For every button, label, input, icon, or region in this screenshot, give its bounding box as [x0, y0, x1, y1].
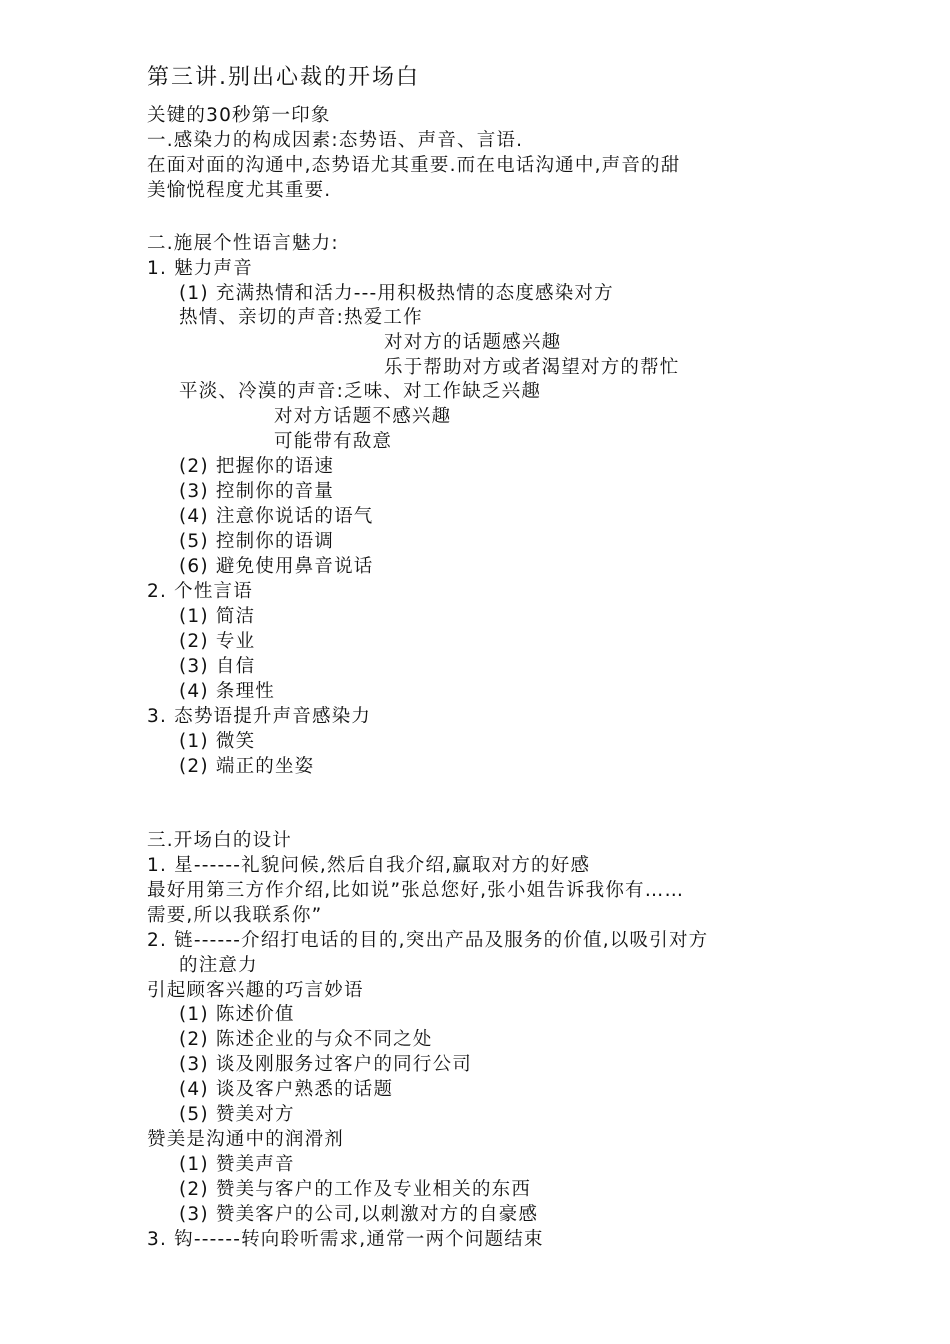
- list-subitem: (1) 陈述价值: [179, 1004, 295, 1025]
- list-subitem: (3) 自信: [179, 656, 256, 677]
- list-note: 最好用第三方作介绍,比如说”张总您好,张小姐告诉我你有……: [147, 880, 685, 901]
- section1-paragraph-line: 在面对面的沟通中,态势语尤其重要.而在电话沟通中,声音的甜: [147, 155, 681, 176]
- list-item: 3. 钩------转向聆听需求,通常一两个问题结束: [147, 1229, 544, 1250]
- list-subitem: (1) 微笑: [179, 731, 256, 752]
- list-subitem: (3) 控制你的音量: [179, 481, 335, 502]
- list-subitem: (4) 注意你说话的语气: [179, 506, 374, 527]
- subheading: 赞美是沟通中的润滑剂: [147, 1129, 345, 1150]
- list-item: 1. 星------礼貌问候,然后自我介绍,赢取对方的好感: [147, 855, 591, 876]
- list-subitem: (2) 端正的坐姿: [179, 756, 315, 777]
- list-item: 2. 链------介绍打电话的目的,突出产品及服务的价值,以吸引对方: [147, 930, 709, 951]
- list-subitem: (4) 条理性: [179, 681, 275, 702]
- list-item-continuation: 的注意力: [179, 955, 258, 976]
- list-subitem: (6) 避免使用鼻音说话: [179, 556, 374, 577]
- list-subitem: (2) 把握你的语速: [179, 456, 335, 477]
- document-title: 第三讲.别出心裁的开场白: [147, 65, 420, 90]
- list-item: 3. 态势语提升声音感染力: [147, 706, 372, 727]
- list-subitem: (4) 谈及客户熟悉的话题: [179, 1079, 394, 1100]
- list-subitem: (1) 赞美声音: [179, 1154, 295, 1175]
- section2-heading: 二.施展个性语言魅力:: [147, 233, 339, 254]
- list-item: 2. 个性言语: [147, 581, 253, 602]
- list-detail: 对对方话题不感兴趣: [274, 406, 452, 427]
- list-subitem: (2) 赞美与客户的工作及专业相关的东西: [179, 1179, 532, 1200]
- list-subitem: (5) 控制你的语调: [179, 531, 335, 552]
- section3-heading: 三.开场白的设计: [147, 830, 292, 851]
- list-detail: 热情、亲切的声音:热爱工作: [179, 307, 423, 328]
- list-subitem: (3) 赞美客户的公司,以刺激对方的自豪感: [179, 1204, 539, 1225]
- list-subitem: (1) 简洁: [179, 606, 256, 627]
- document-subtitle: 关键的30秒第一印象: [147, 105, 331, 126]
- list-subitem: (1) 充满热情和活力---用积极热情的态度感染对方: [179, 283, 614, 304]
- section1-heading: 一.感染力的构成因素:态势语、声音、言语.: [147, 130, 524, 151]
- list-subitem: (2) 陈述企业的与众不同之处: [179, 1029, 433, 1050]
- list-note: 需要,所以我联系你”: [147, 905, 323, 926]
- list-detail: 乐于帮助对方或者渴望对方的帮忙: [384, 357, 680, 378]
- list-subitem: (5) 赞美对方: [179, 1104, 295, 1125]
- list-detail: 平淡、冷漠的声音:乏味、对工作缺乏兴趣: [179, 381, 542, 402]
- list-subitem: (3) 谈及刚服务过客户的同行公司: [179, 1054, 472, 1075]
- subheading: 引起顾客兴趣的巧言妙语: [147, 980, 364, 1001]
- section1-paragraph-line: 美愉悦程度尤其重要.: [147, 180, 332, 201]
- list-detail: 对对方的话题感兴趣: [384, 332, 562, 353]
- list-detail: 可能带有敌意: [274, 431, 393, 452]
- list-item: 1. 魅力声音: [147, 258, 253, 279]
- list-subitem: (2) 专业: [179, 631, 256, 652]
